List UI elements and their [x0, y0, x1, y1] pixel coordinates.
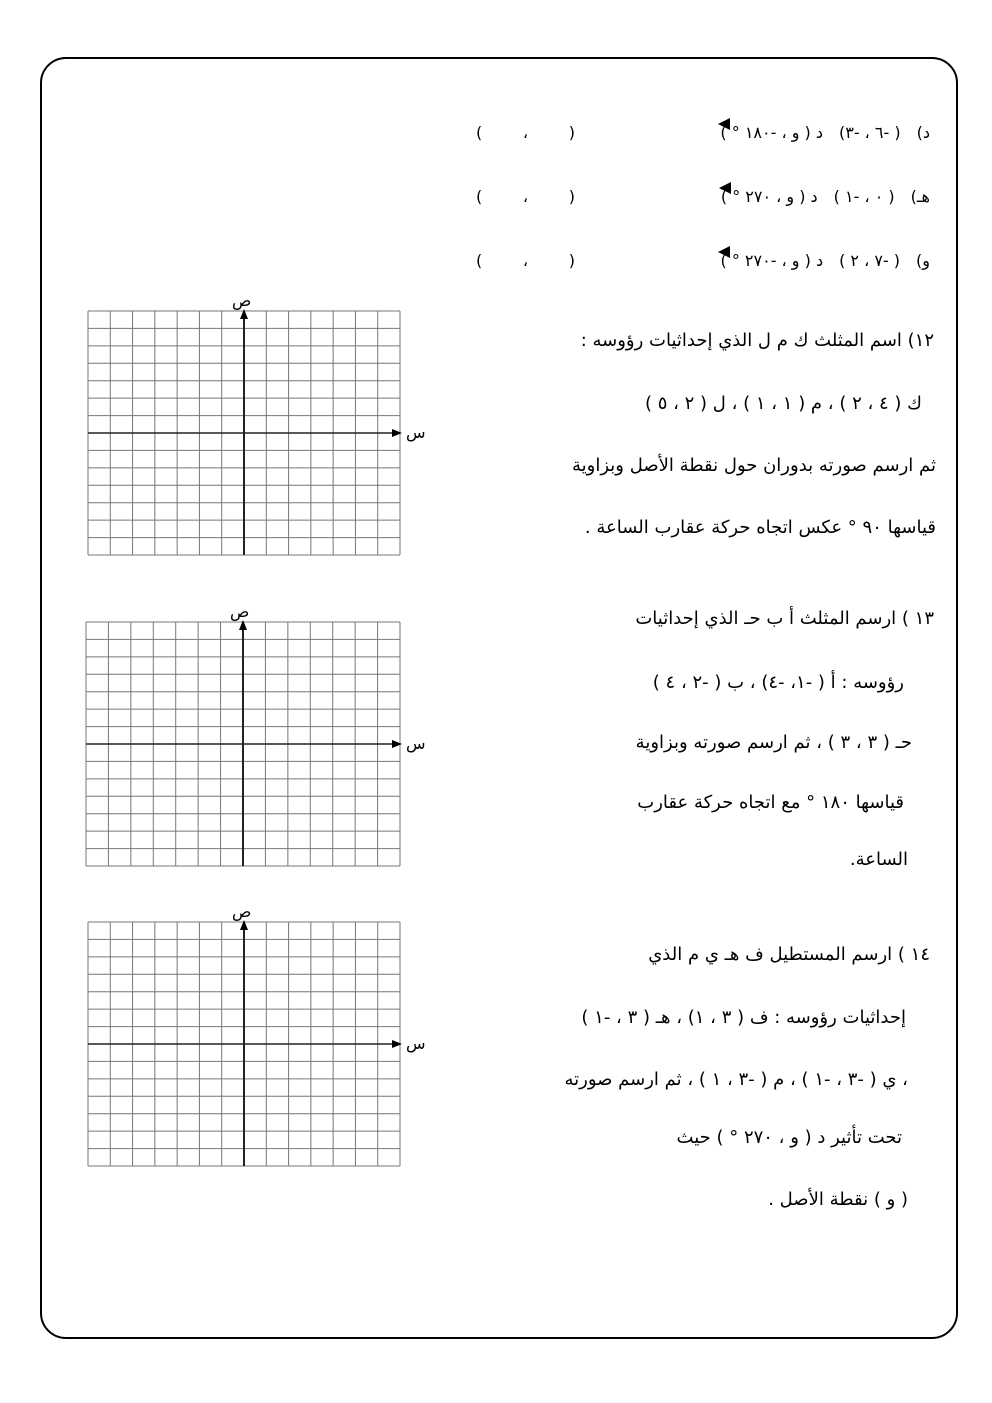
- answer-blank-h[interactable]: ( ، ): [476, 187, 576, 206]
- q12-line: ك ( ٤ ، ٢ ) ، م ( ١ ، ١ ) ، ل ( ٢ ، ٥ ): [644, 393, 922, 414]
- rotation-op-h: [720, 186, 818, 208]
- rotation-point-w: ( -٧ ، ٢ ): [839, 251, 901, 270]
- rotation-op-w: [720, 250, 824, 272]
- x-axis-label: س: [406, 734, 426, 753]
- rotation-row-h: [476, 164, 930, 208]
- q12-line: قياسها ٩٠ ° عكس اتجاه حركة عقارب الساعة .: [584, 517, 936, 538]
- rotation-op-text-h: د ( و ، ٢٧٠ ° ): [720, 187, 818, 206]
- q12-line: ثم ارسم صورته بدوران حول نقطة الأصل وبزاوية: [572, 455, 936, 476]
- q13-line: الساعة.: [849, 849, 908, 870]
- coordinate-grid-q14[interactable]: [88, 902, 426, 1170]
- x-axis-label: س: [406, 1034, 426, 1053]
- q12-line: ١٢) اسم المثلث ك م ل الذي إحداثيات رؤوسه :: [580, 330, 934, 351]
- rotation-point-d: ( -٦ ، -٣): [838, 123, 901, 142]
- coordinate-grid-q12[interactable]: [88, 291, 426, 559]
- q14-line: تحت تأثير د ( و ، ٢٧٠ ° ) حيث: [676, 1127, 902, 1148]
- rotation-label-h: هـ): [910, 187, 930, 206]
- q13-line: قياسها ١٨٠ ° مع اتجاه حركة عقارب: [637, 792, 904, 813]
- rotation-label-d: د): [916, 123, 930, 142]
- rotation-op-text-d: د ( و ، -١٨٠ ° ): [720, 123, 823, 142]
- q13-line: ١٣ ) ارسم المثلث أ ب حـ الذي إحداثيات: [635, 608, 934, 629]
- answer-blank-d[interactable]: ( ، ): [476, 123, 576, 142]
- y-axis-label: ص: [232, 902, 252, 921]
- q14-line: ١٤ ) ارسم المستطيل ف هـ ي م الذي: [648, 944, 930, 965]
- q14-line: إحداثيات رؤوسه : ف ( ٣ ، ١) ، هـ ( ٣ ، -١ ): [581, 1007, 906, 1028]
- rotation-op-text-w: د ( و ، -٢٧٠ ° ): [720, 251, 824, 270]
- rotation-row-d: [476, 100, 930, 144]
- q13-line: رؤوسه : أ ( -١، -٤) ، ب ( -٢ ، ٤ ): [652, 672, 904, 693]
- coordinate-grid-q13[interactable]: [86, 602, 426, 870]
- x-axis-label: س: [406, 423, 426, 442]
- q14-line: ( و ) نقطة الأصل .: [768, 1189, 908, 1210]
- y-axis-label: ص: [232, 291, 252, 310]
- rotation-row-w: [476, 228, 930, 272]
- rotation-point-h: ( ٠ ، -١ ): [833, 187, 895, 206]
- q13-line: حـ ( ٣ ، ٣ ) ، ثم ارسم صورته وبزاوية: [635, 732, 912, 753]
- rotation-label-w: و): [916, 251, 930, 270]
- y-axis-label: ص: [230, 602, 250, 621]
- rotation-op-d: [720, 122, 823, 144]
- q14-line: ، ي ( -٣ ، -١ ) ، م ( -٣ ، ١ ) ، ثم ارسم صورته: [564, 1069, 908, 1090]
- answer-blank-w[interactable]: ( ، ): [476, 251, 576, 270]
